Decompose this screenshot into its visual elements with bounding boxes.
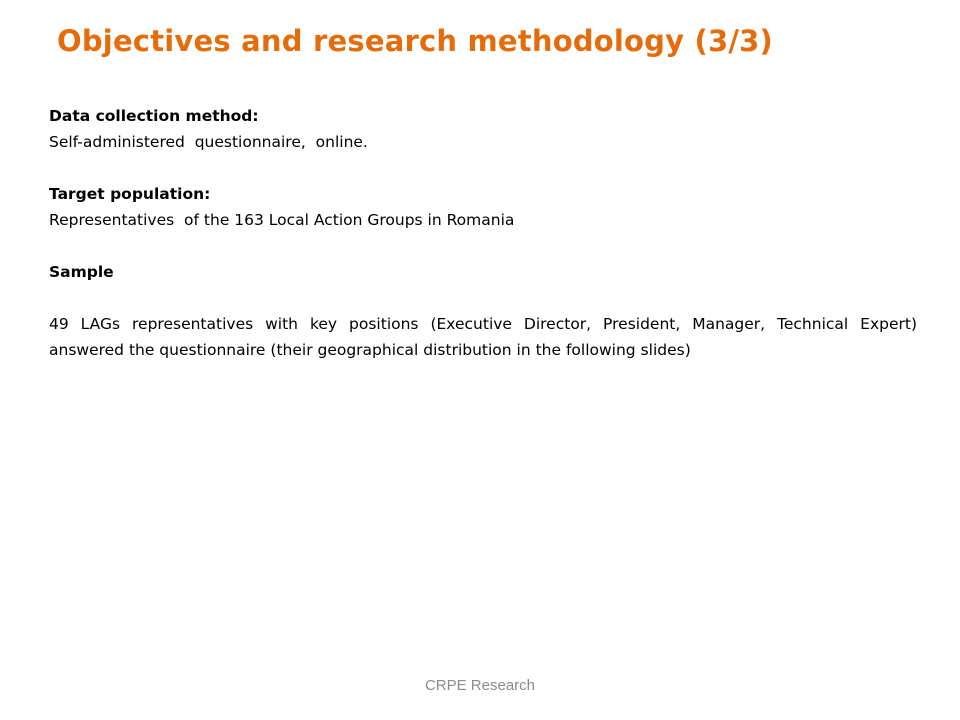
slide-title: Objectives and research methodology (3/3) (57, 24, 773, 58)
spacer (49, 233, 917, 259)
footer-text: CRPE Research (424, 677, 536, 694)
slide-content (49, 103, 917, 363)
sample-text: 49 LAGs representatives with key positions (Executive Director, President, Manager, Technical Expert) answered the questionnaire (their geographical distribution in the following slides) (49, 315, 917, 359)
sample-label: Sample (49, 263, 114, 281)
spacer (49, 285, 917, 311)
target-population-label: Target population: (49, 185, 211, 203)
spacer (49, 155, 917, 181)
data-collection-label: Data collection method: (49, 107, 259, 125)
data-collection-text: Self-administered questionnaire, online. (49, 133, 368, 151)
target-population-text: Representatives of the 163 Local Action Groups in Romania (49, 211, 515, 229)
